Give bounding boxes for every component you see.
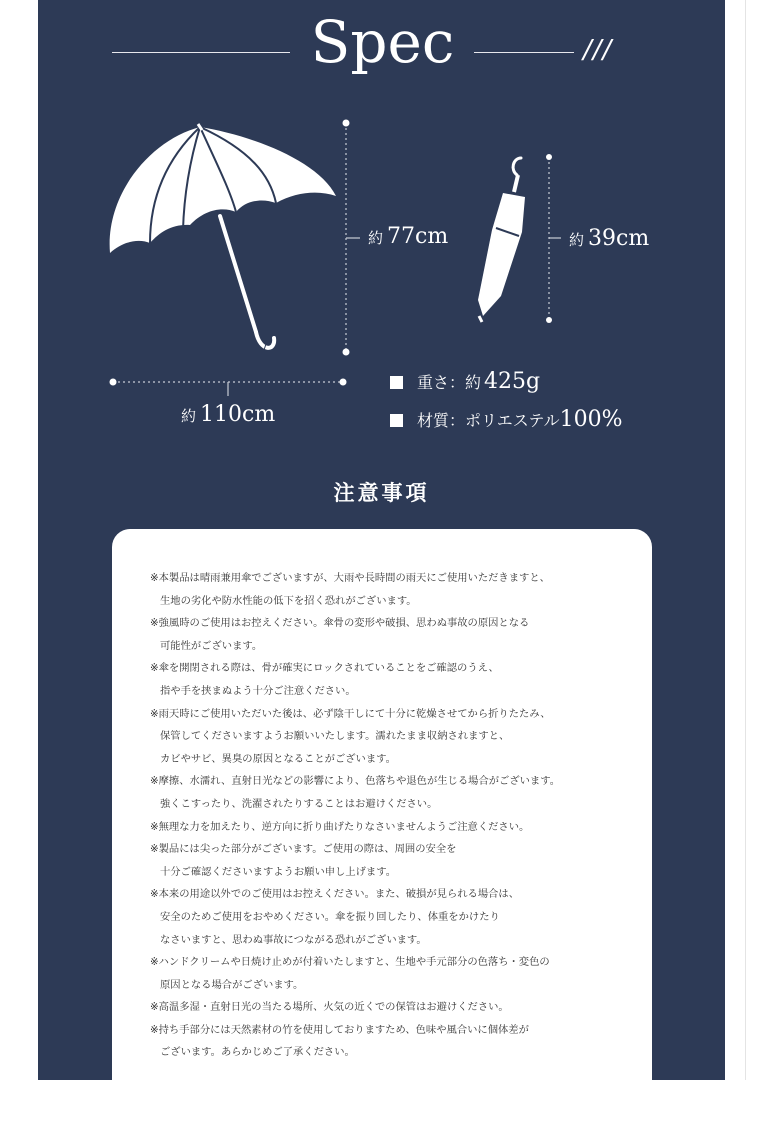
open-umbrella-icon: [110, 124, 336, 350]
open-height-label: 約 77cm: [368, 224, 449, 249]
note-item: [150, 612, 620, 657]
bullet-square-icon: [390, 414, 403, 427]
folded-length-label: 約 39cm: [569, 226, 650, 251]
note-item: [150, 883, 620, 951]
note-line: ※本製品は晴雨兼用傘でございますが、大雨や長時間の雨天にご使用いただきますと、: [150, 572, 550, 584]
note-line: ※雨天時にご使用いただいた後は、必ず陰干しにて十分に乾燥させてから折りたたみ、: [150, 707, 551, 720]
note-line: ございます。あらかじめご了承ください。: [160, 1046, 355, 1059]
open-width-label: 約 110cm: [181, 402, 276, 427]
note-line: 保管してくださいますようお願いいたします。濡れたまま収納されますと、: [160, 730, 510, 743]
folded-umbrella-icon: [478, 158, 525, 322]
note-line: なさいますと、思わぬ事故につながる恐れがございます。: [160, 933, 427, 946]
title-slash-decoration: ///: [583, 35, 613, 65]
note-line: 原因となる場合がございます。: [160, 978, 304, 991]
note-line: 指や手を挟まぬよう十分ご注意ください。: [160, 684, 356, 697]
note-line: 安全のためご使用をおやめください。傘を振り回したり、体重をかけたり: [160, 910, 500, 923]
note-line: ※ハンドクリームや日焼け止めが付着いたしますと、生地や手元部分の色落ち・変色の: [150, 956, 550, 969]
note-line: カビやサビ、異臭の原因となることがございます。: [160, 752, 396, 765]
note-line: ※摩擦、水濡れ、直射日光などの影響により、色落ちや退色が生じる場合がございます。: [150, 775, 560, 788]
note-item: [150, 657, 620, 702]
folded-dimension-line: [546, 154, 561, 323]
width-dimension-line: [110, 379, 347, 397]
note-item: [150, 996, 620, 1019]
note-line: 十分ご確認くださいますようお願い申し上げます。: [160, 865, 397, 878]
spec-weight: 重さ：約 425g: [390, 367, 540, 398]
spec-title: Spec: [310, 8, 455, 76]
note-line: ※本来の用途以外でのご使用はお控えください。また、破損が見られる場合は、: [150, 888, 520, 901]
note-item: [150, 816, 620, 839]
note-item: [150, 951, 620, 996]
note-item: [150, 567, 620, 612]
note-item: [150, 838, 620, 883]
notes-list: [150, 567, 620, 1064]
note-line: ※高温多湿・直射日光の当たる場所、火気の近くでの保管はお避けください。: [150, 1001, 509, 1014]
note-line: ※強風時のご使用はお控えください。傘骨の変形や破損、思わぬ事故の原因となる: [150, 617, 530, 630]
note-item: [150, 1019, 620, 1064]
notes-heading: 注意事項: [333, 481, 430, 505]
note-item: [150, 770, 620, 815]
note-line: ※持ち手部分には天然素材の竹を使用しておりますため、色味や風合いに個体差が: [150, 1023, 529, 1036]
note-line: ※製品には尖った部分がございます。ご使用の際は、周囲の安全を: [150, 843, 457, 856]
note-line: ※傘を開閉される際は、骨が確実にロックされていることをご確認のうえ、: [150, 662, 499, 675]
bullet-square-icon: [390, 376, 403, 389]
note-line: 生地の劣化や防水性能の低下を招く恐れがございます。: [160, 594, 417, 607]
note-item: [150, 703, 620, 771]
height-dimension-line: [343, 120, 361, 356]
note-line: 可能性がございます。: [160, 639, 263, 652]
spec-material: 材質：ポリエステル100%: [390, 405, 622, 436]
note-line: ※無理な力を加えたり、逆方向に折り曲げたりなさいませんようご注意ください。: [150, 820, 530, 833]
note-line: 強くこすったり、洗濯されたりすることはお避けください。: [160, 797, 438, 810]
